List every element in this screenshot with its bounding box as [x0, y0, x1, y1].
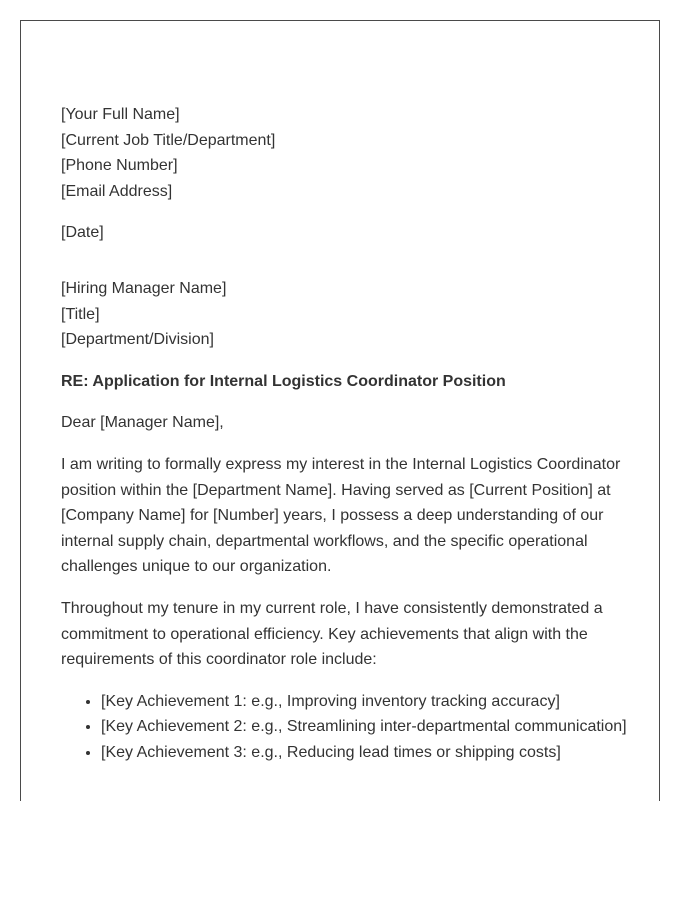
- letter-content: [61, 102, 629, 765]
- subject-line: RE: Application for Internal Logistics Coordinator Position: [61, 372, 506, 390]
- recipient-department: [Department/Division]: [61, 331, 214, 349]
- recipient-name: [Hiring Manager Name]: [61, 279, 227, 297]
- date-block: [61, 220, 629, 246]
- sender-block: [61, 102, 629, 204]
- letter-page: [20, 20, 660, 801]
- recipient-block: [61, 276, 629, 353]
- list-item: • [Key Achievement 1: e.g., Improving inventory tracking accuracy]: [101, 689, 629, 715]
- list-item: • [Key Achievement 2: e.g., Streamlining inter-departmental communication]: [101, 714, 629, 740]
- body-paragraph-2: Throughout my tenure in my current role, I have consistently demonstrated a commitment to operational efficiency. Key achievements that align with the requirements of this coordinator role include:: [61, 599, 603, 669]
- sender-phone: [Phone Number]: [61, 157, 178, 175]
- sender-job-title: [Current Job Title/Department]: [61, 131, 276, 149]
- body-paragraph-1: I am writing to formally express my interest in the Internal Logistics Coordinator position within the [Department Name]. Having served as [Current Position] at [Company Name] for [Number] years, I possess a deep understanding of our internal supply chain, departmental workflows, and the specific operational challenges unique to our organization.: [61, 455, 621, 576]
- achievements-list: [61, 689, 629, 766]
- salutation: Dear [Manager Name],: [61, 414, 224, 432]
- list-item: • [Key Achievement 3: e.g., Reducing lead times or shipping costs]: [101, 740, 629, 766]
- recipient-title: [Title]: [61, 305, 100, 323]
- sender-email: [Email Address]: [61, 182, 173, 200]
- sender-name: [Your Full Name]: [61, 106, 180, 123]
- letter-date: [Date]: [61, 224, 104, 242]
